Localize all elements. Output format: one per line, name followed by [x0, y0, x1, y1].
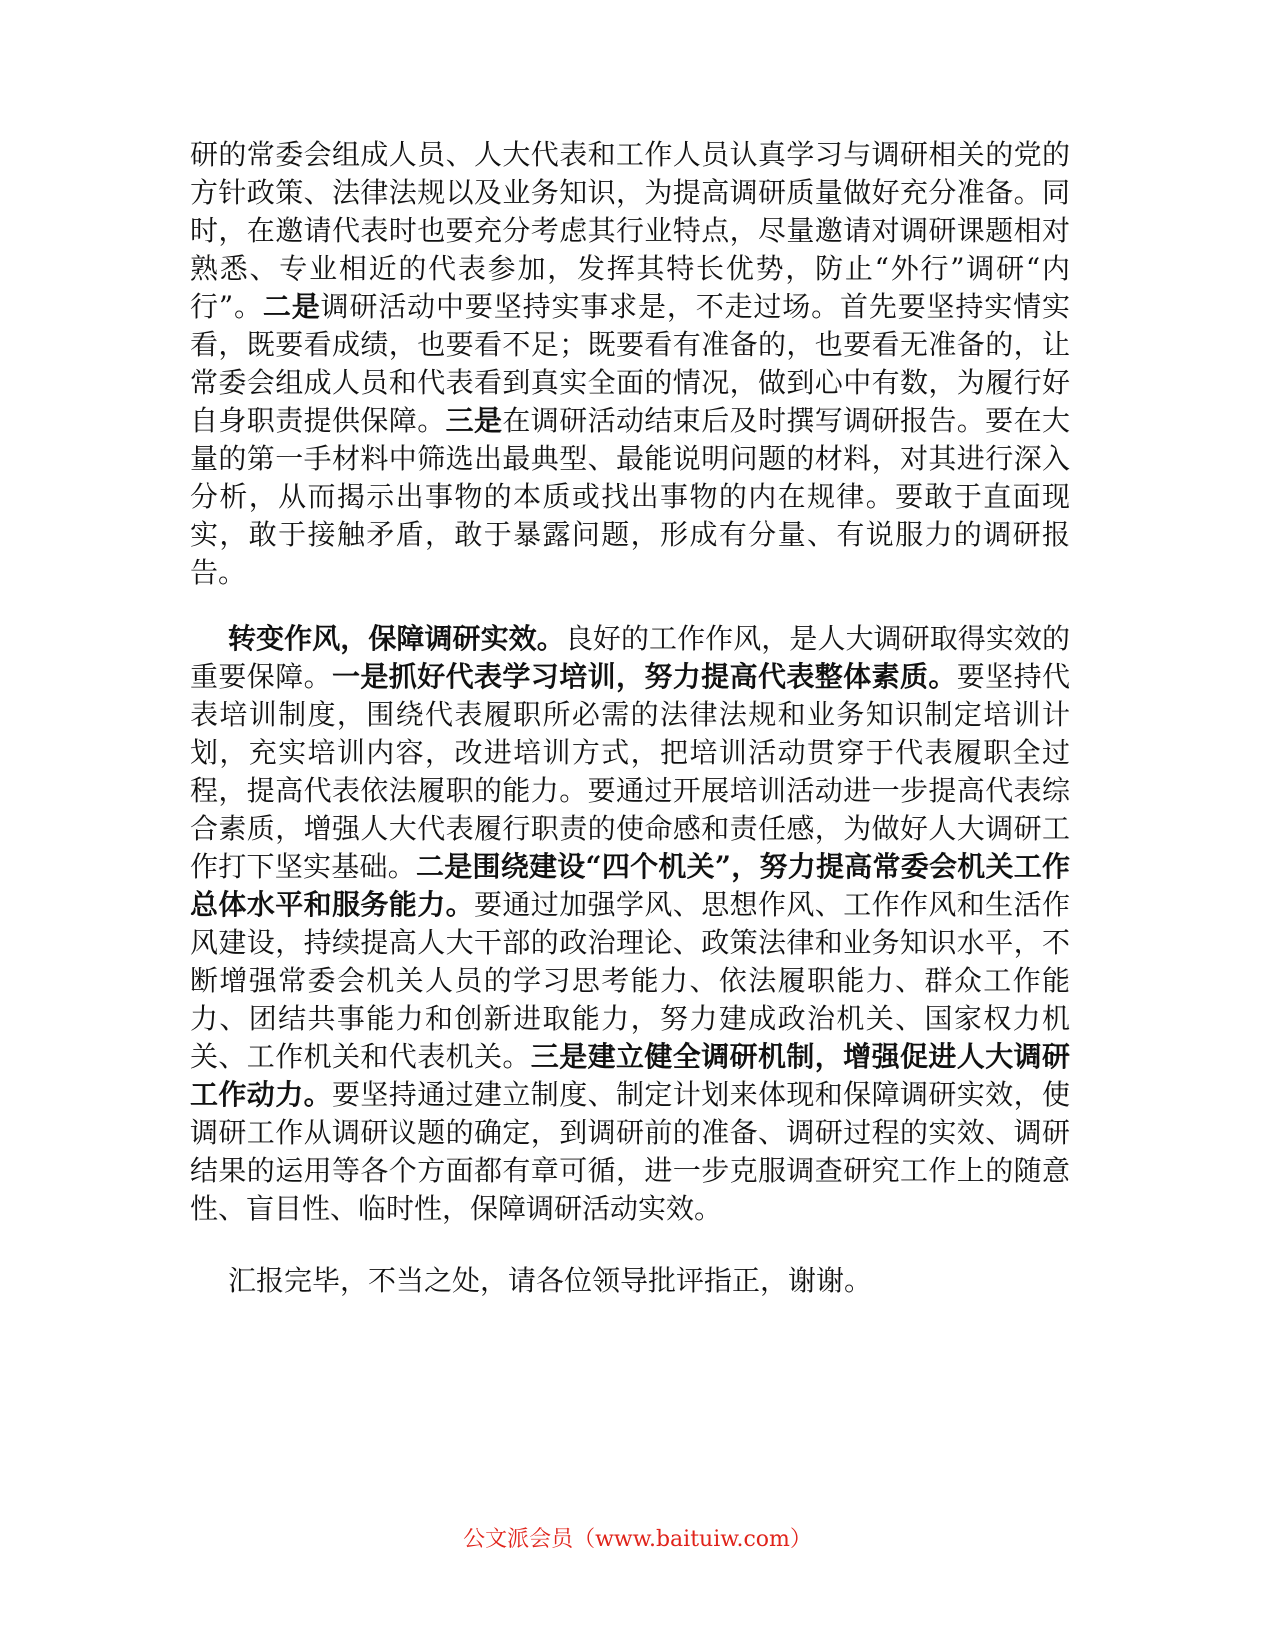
text-run: 要坚持通过建立制度、制定计划来体现和保障调研实效，使调研工作从调研议题的确定，到调研前的准备、调研过程的实效、调研结果的运用等各个方面都有章可循，进一步克服调查研究工作上的随意性、盲目性、临时性，保障调研活动实效。: [190, 1078, 1070, 1225]
bold-run: 三是建立健全调研机制，增强促进人大调研工作动力。: [190, 1040, 1070, 1111]
text-run: 调研活动中要坚持实事求是，不走过场。首先要坚持实情实看，既要看成绩，也要看不足；既要看有准备的，也要看无准备的，让常委会组成人员和代表看到真实全面的情况，做到心中有数，为履行好自身职责提供保障。: [190, 290, 1070, 437]
text-run: 要通过加强学风、思想作风、工作作风和生活作风建设，持续提高人大干部的政治理论、政策法律和业务知识水平，不断增强常委会机关人员的学习思考能力、依法履职能力、群众工作能力、团结共事能力和创新进取能力，努力建成政治机关、国家权力机关、工作机关和代表机关。: [190, 888, 1070, 1073]
text-run: 研的常委会组成人员、人大代表和工作人员认真学习与调研相关的党的方针政策、法律法规以及业务知识，为提高调研质量做好充分准备。同时，在邀请代表时也要充分考虑其行业特点，尽量邀请对调研课题相对熟悉、专业相近的代表参加，发挥其特长优势，防止“外行”调研“内行”。: [190, 138, 1070, 323]
document-body: [190, 136, 1070, 1300]
paragraph-closing: [190, 1262, 1070, 1300]
closing-text: 汇报完毕，不当之处，请各位领导批评指正，谢谢。: [228, 1264, 873, 1297]
paragraph-research-process: [190, 136, 1070, 592]
bold-run: 二是: [262, 290, 321, 323]
text-run: 要坚持代表培训制度，围绕代表履职所必需的法律法规和业务知识制定培训计划，充实培训内容，改进培训方式，把培训活动贯穿于代表履职全过程，提高代表依法履职的能力。要通过开展培训活动进一步提高代表综合素质，增强人大代表履行职责的使命感和责任感，为做好人大调研工作打下坚实基础。: [190, 660, 1070, 883]
paragraph-work-style: [190, 620, 1070, 1228]
text-run: 良好的工作作风，是人大调研取得实效的重要保障。: [190, 622, 1070, 693]
bold-run: 二是围绕建设“四个机关”，努力提高常委会机关工作总体水平和服务能力。: [190, 850, 1070, 921]
footer-watermark: 公文派会员（www.baituiw.com）: [463, 1527, 812, 1552]
section-heading: 转变作风，保障调研实效。: [228, 622, 565, 655]
text-run: 在调研活动结束后及时撰写调研报告。要在大量的第一手材料中筛选出最典型、最能说明问题的材料，对其进行深入分析，从而揭示出事物的本质或找出事物的内在规律。要敢于直面现实，敢于接触矛盾，敢于暴露问题，形成有分量、有说服力的调研报告。: [190, 404, 1070, 589]
bold-run: 三是: [445, 404, 503, 437]
bold-run: 一是抓好代表学习培训，努力提高代表整体素质。: [332, 660, 957, 693]
